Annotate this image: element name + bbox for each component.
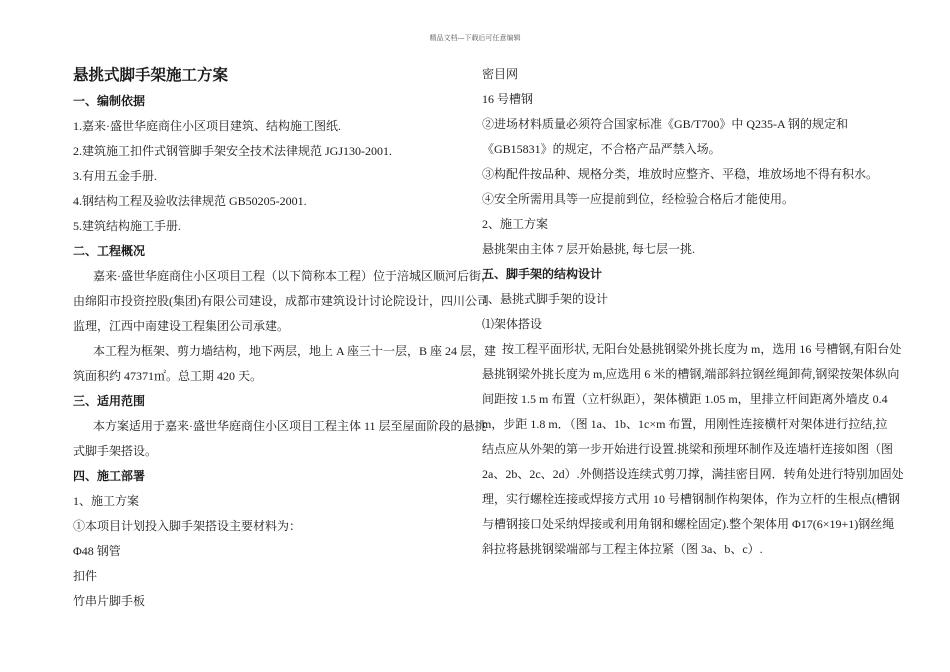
paragraph-line: 筑面积约 47371㎡。总工期 420 天。: [73, 369, 263, 383]
paragraph-line: 5.建筑结构施工手册.: [73, 219, 182, 233]
section-heading: 四、施工部署: [73, 469, 146, 483]
section-heading: 二、工程概况: [73, 244, 146, 258]
paragraph-line: 2a、2b、2c、2d）.外侧搭设连续式剪刀撑，满挂密目网．转角处进行特别加固处: [482, 467, 904, 481]
header-watermark: 精品文档---下载后可任意编辑: [429, 34, 521, 42]
section-heading: 三、适用范围: [73, 394, 146, 408]
paragraph-line: 结点应从外架的第一步开始进行设置.挑梁和预埋环制作及连墙杆连接如图（图: [482, 442, 894, 456]
document-title: 悬挑式脚手架施工方案: [73, 67, 229, 84]
left-column: [73, 62, 497, 614]
paragraph-line: 2.建筑施工扣件式钢管脚手架安全技术法律规范 JGJ130-2001.: [73, 144, 393, 158]
paragraph-line: 3.有用五金手册.: [73, 169, 158, 183]
paragraph-line: ②进场材料质量必须符合国家标准《GB/T700》中 Q235-A 钢的规定和: [482, 117, 849, 131]
paragraph-line: m，步距 1.8 m．（图 1a、1b、1c×m 布置，用刚性连接横杆对架体进行拉结,拉: [482, 417, 888, 431]
paragraph-line: 悬挑架由主体 7 层开始悬挑, 每七层一挑.: [482, 242, 696, 256]
section-heading: 一、编制依据: [73, 94, 146, 108]
paragraph-line: 间距按 1.5 m 布置（立杆纵距），架体横距 1.05 m，里排立杆间距离外墙皮 0.4: [482, 392, 888, 406]
subsection-heading: 1、施工方案: [73, 494, 140, 508]
paragraph-line: 本方案适用于嘉来·盛世华庭商住小区项目工程主体 11 层至屋面阶段的悬挑: [93, 419, 487, 433]
subsection-heading: 2、施工方案: [482, 217, 549, 231]
paragraph-line: 式脚手架搭设。: [73, 444, 158, 458]
paragraph-line: ④安全所需用具等一应提前到位，经检验合格后才能使用。: [482, 192, 795, 206]
paragraph-line: 本工程为框架、剪力墙结构，地下两层，地上 A 座三十一层，B 座 24 层，建: [93, 344, 497, 358]
material-item: 竹串片脚手板: [73, 594, 146, 608]
material-item: 16 号槽钢: [482, 92, 534, 106]
material-item: 扣件: [73, 569, 98, 583]
paragraph-line: ③构配件按品种、规格分类，堆放时应整齐、平稳，堆放场地不得有积水。: [482, 167, 879, 181]
paragraph-line: 1.嘉来·盛世华庭商住小区项目建筑、结构施工图纸.: [73, 119, 341, 133]
section-heading: 五、脚手架的结构设计: [482, 267, 603, 281]
paragraph-line: 《GB15831》的规定，不合格产品严禁入场。: [482, 142, 721, 156]
material-item: 密目网: [482, 67, 519, 81]
paragraph-line: 监理，江西中南建设工程集团公司承建。: [73, 319, 290, 333]
paragraph-line: 与槽钢接口处采纳焊接或利用角钢和螺栓固定).整个架体用 Φ17(6×19+1)钢丝绳: [482, 517, 895, 531]
material-item: Φ48 钢管: [73, 544, 121, 558]
paragraph-line: 由绵阳市投资控股(集团)有限公司建设，成都市建筑设计讨论院设计，四川公司: [73, 294, 489, 308]
paragraph-line: 4.钢结构工程及验收法律规范 GB50205-2001.: [73, 194, 307, 208]
paragraph-line: 嘉来·盛世华庭商住小区项目工程（以下简称本工程）位于涪城区顺河后街，: [93, 269, 493, 283]
paragraph-line: 悬挑钢梁外挑长度为 m,应选用 6 米的槽钢,端部斜拉钢丝绳卸荷,钢梁按架体纵向: [482, 367, 900, 381]
paragraph-line: ①本项目计划投入脚手架搭设主要材料为：: [73, 519, 302, 533]
paragraph-line: 理，实行螺栓连接或焊接方式用 10 号槽钢制作构架体，作为立杆的生根点(槽钢: [482, 492, 900, 506]
right-column: [482, 62, 904, 562]
paragraph-line: 斜拉将悬挑钢梁端部与工程主体拉紧（图 3a、b、c）.: [482, 542, 763, 556]
paragraph-line: 按工程平面形状, 无阳台处悬挑钢梁外挑长度为 m，选用 16 号槽钢,有阳台处: [502, 342, 902, 356]
subsection-heading: 1、悬挑式脚手架的设计: [482, 292, 609, 306]
subsection-heading: ⑴架体搭设: [482, 317, 543, 331]
